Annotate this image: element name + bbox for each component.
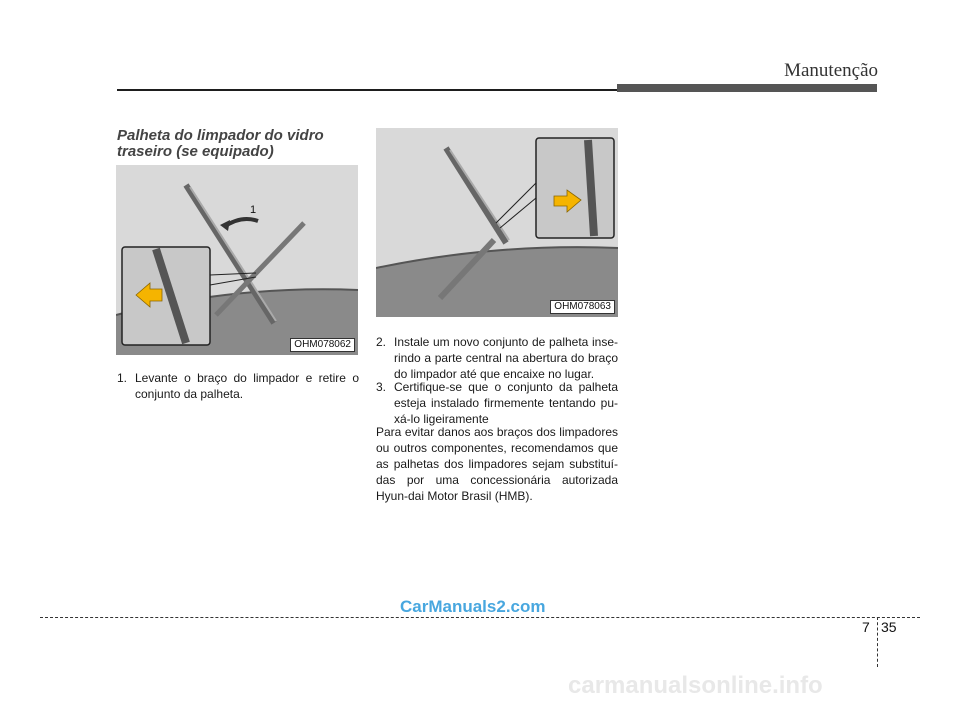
step-3 xyxy=(376,379,618,427)
watermark-link[interactable]: CarManuals2.com xyxy=(400,597,546,616)
footer-dashed-rule xyxy=(40,617,920,618)
figure-code-right: OHM078063 xyxy=(550,300,615,314)
header-rule-thin xyxy=(117,89,617,91)
step-1 xyxy=(117,370,359,402)
figure-code-left: OHM078062 xyxy=(290,338,355,352)
figure-callout-number: 1 xyxy=(250,204,257,216)
page-number: 35 xyxy=(881,619,897,635)
chapter-number: 7 xyxy=(862,619,870,635)
step-text: Levante o braço do limpador e retire o conjunto da palheta. xyxy=(135,371,359,401)
step-text: Certifique-se que o conjunto da palheta esteja instalado firmemente tentando pu-xá-lo ligeiramente xyxy=(394,380,618,426)
figure-wiper-install xyxy=(376,128,618,317)
wiper-removal-illustration xyxy=(116,165,358,355)
header-rule-thick xyxy=(617,84,877,92)
section-title: Palheta do limpador do vidro traseiro (se equipado) xyxy=(117,127,324,160)
caution-paragraph: Para evitar danos aos braços dos limpadores ou outros componentes, recomendamos que as palhetas dos limpadores sejam substituí-das por uma concessionária autorizada Hyun-dai Motor Brasil (HMB). xyxy=(376,425,618,503)
step-number: 2. xyxy=(376,335,387,349)
wiper-install-illustration xyxy=(376,128,618,317)
step-text: Instale um novo conjunto de palheta inse-rindo a parte central na abertura do braço do limpador até que encaixe no lugar. xyxy=(394,335,618,381)
site-watermark: carmanualsonline.info xyxy=(568,672,823,699)
step-2 xyxy=(376,334,618,382)
page-header-title: Manutenção xyxy=(784,60,878,81)
footer-dashed-divider xyxy=(877,617,878,667)
step-number: 3. xyxy=(376,380,387,394)
step-number: 1. xyxy=(117,371,128,385)
figure-wiper-removal xyxy=(116,165,358,355)
